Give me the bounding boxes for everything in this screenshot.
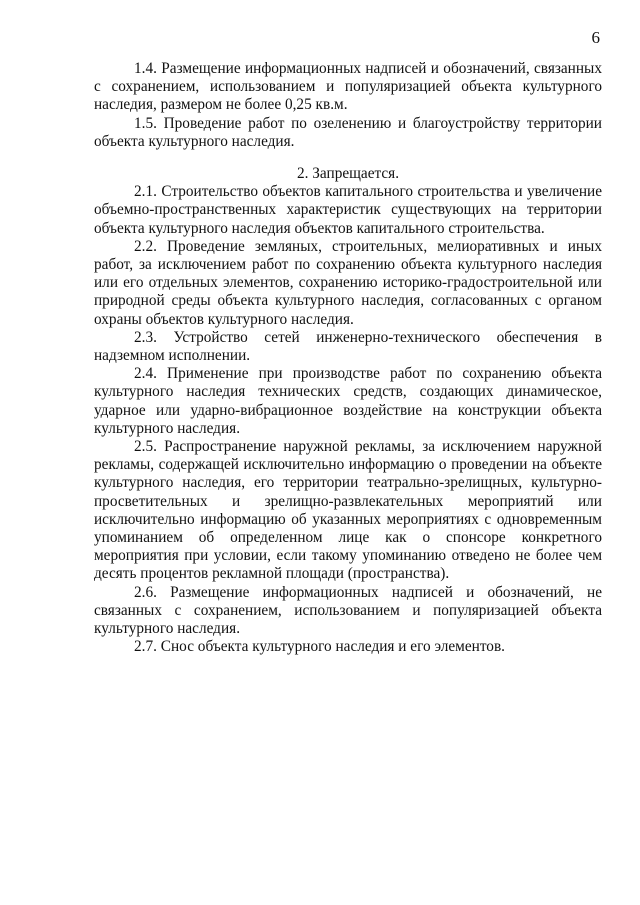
paragraph-2-5: 2.5. Распространение наружной рекламы, за исключением наружной рекламы, содержащей исключительно информацию о проведении на объекте культурного наследия, его территории театрально-зрелищных, культурно-просветительных и зрелищно-развлекательных мероприятий или исключительно информацию об указанных мероприятиях с одновременным упоминанием об определенном лице как о спонсоре конкретного мероприятия при условии, если такому упоминанию отведено не более чем десять процентов рекламной площади (пространства). [94, 438, 602, 583]
document-body [94, 60, 602, 657]
paragraph-2-7: 2.7. Снос объекта культурного наследия и его элементов. [134, 638, 505, 656]
paragraph-2-2: 2.2. Проведение земляных, строительных, мелиоративных и иных работ, за исключением работ по сохранению объекта культурного наследия или его отдельных элементов, сохранению историко-градостроительной или природной среды объекта культурного наследия, согласованных с органом охраны объектов культурного наследия. [94, 237, 602, 328]
section-heading-2: 2. Запрещается. [296, 165, 400, 183]
paragraph-2-1: 2.1. Строительство объектов капитального строительства и увеличение объемно-пространственных характеристик существующих на территории объекта культурного наследия объектов капитального строительства. [94, 183, 602, 237]
paragraph-2-3: 2.3. Устройство сетей инженерно-технического обеспечения в надземном исполнении. [94, 328, 602, 365]
paragraph-2-6: 2.6. Размещение информационных надписей и обозначений, не связанных с сохранением, использованием и популяризацией объекта культурного наследия. [94, 583, 602, 638]
paragraph-1-5: 1.5. Проведение работ по озеленению и благоустройству территории объекта культурного наследия. [94, 114, 602, 150]
page-number: 6 [591, 28, 600, 47]
paragraph-1-4: 1.4. Размещение информационных надписей и обозначений, связанных с сохранением, использованием и популяризацией объекта культурного наследия, размером не более 0,25 кв.м. [94, 60, 602, 114]
paragraph-2-4: 2.4. Применение при производстве работ по сохранению объекта культурного наследия технических средств, создающих динамическое, ударное или ударно-вибрационное воздействие на конструкции объекта культурного наследия. [94, 365, 602, 437]
